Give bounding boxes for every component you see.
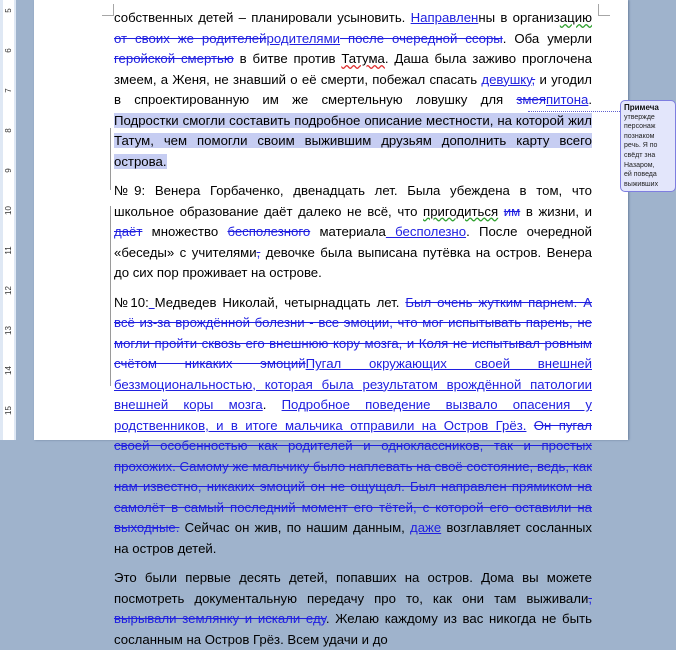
text-run: . Оба умерли <box>502 30 592 46</box>
text-run: №10: <box>114 294 149 310</box>
inserted-text: даже <box>410 520 442 535</box>
text-run: . Желаю каждому из вас никогда не быть сосланным на Остров Грёз. Всем удачи и до <box>114 611 592 647</box>
text-run: возглавляет сосланных на остров детей. <box>114 520 592 556</box>
text-run: множество <box>142 224 228 239</box>
deleted-text: геройской смертью <box>114 51 234 66</box>
grammar-flag: ацию <box>559 10 592 25</box>
deleted-text: Он пугал своей особенностью как родителей и одноклассников, так и простых прохожих. Самому же мальчику было наплевать на своё состояние, ведь, как нам известно, никаких эмоций он не ощущал. Был направлен прямиком на самолёт в самый последний момент его тётей, с которой его оставили на выходные. <box>114 417 592 535</box>
grammar-flag: пригодиться <box>423 203 499 219</box>
inserted-text: родителями <box>266 30 340 46</box>
deleted-text: им <box>503 203 521 219</box>
text-run: Это были первые десять детей, попавших на остров. Дома вы можете посмотреть документальную передачу про то, как они там выживали <box>114 570 592 606</box>
ruler-number: 9 <box>4 168 13 173</box>
crop-mark <box>598 4 610 16</box>
ruler-number: 14 <box>4 366 13 375</box>
deleted-text: вырывали землянку и искали еду <box>114 611 326 626</box>
inserted-text: питона <box>545 92 589 107</box>
text-run: материала <box>310 224 386 239</box>
vertical-ruler[interactable] <box>0 0 17 440</box>
text-run <box>526 418 533 433</box>
deleted-text: , <box>588 590 592 606</box>
ruler-number: 5 <box>4 8 13 13</box>
text-run: . <box>588 92 592 107</box>
deleted-text: , <box>256 244 261 260</box>
comment-title: Примеча <box>624 103 659 112</box>
ruler-number: 11 <box>4 246 13 255</box>
deleted-text: бесполезного <box>227 224 311 239</box>
text-run: ны в организ <box>478 10 560 25</box>
document-text[interactable] <box>114 8 592 650</box>
comment-line: познаком <box>624 132 655 140</box>
comment-line: речь. Я по <box>624 142 658 150</box>
text-run: . Даша была заживо проглочена змеем, а Женя, не знавший о её смерти, побежал спасать <box>114 51 593 87</box>
crop-mark <box>102 4 114 16</box>
text-run: девочке была выписана путёвка на остров. Венера до сих пор проживает на острове. <box>114 244 592 280</box>
text-run: Медведев Николай, четырнадцать лет. <box>154 294 406 310</box>
comment-line: свёдт зна <box>624 151 656 159</box>
text-run: . <box>262 397 282 412</box>
paragraph-4 <box>114 568 592 650</box>
paragraph-2 <box>114 181 592 284</box>
ruler-number: 15 <box>4 406 13 415</box>
deleted-text: Был очень жутким парнем. А всё из-за врождённой болезни - все эмоции, что мог испытывать парень, не могли пройти сквозь его внешнюю кору мозга, и Коля не испытывал ровным счётом никаких эмоций <box>114 294 592 371</box>
text-run: в жизни, и <box>520 203 592 219</box>
inserted-text: Пугал окружающих своей внешней беззмоциональностью, которая была результатом врождённой патологии внешней коры мозга <box>114 356 592 412</box>
text-run: . После очередной «беседы» с учителями <box>114 224 592 260</box>
text-run: собственных детей – планировали усыновить. <box>114 10 411 25</box>
comment-balloon[interactable] <box>620 100 676 192</box>
ruler-number: 13 <box>4 326 13 335</box>
inserted-text: Направлен <box>410 10 479 25</box>
deleted-text: змея <box>516 92 546 107</box>
paragraph-3 <box>114 293 592 560</box>
comment-line: утвержде <box>624 113 655 121</box>
comment-line: ей поведа <box>624 171 657 179</box>
ruler-number: 10 <box>4 206 13 215</box>
inserted-text: бесполезно <box>385 224 467 239</box>
deleted-text: , <box>531 71 536 87</box>
inserted-text: Подробное поведение вызвало опасения у родственников, и в итоге мальчика отправили на Остров Грёз. <box>114 397 593 433</box>
spelling-flag: Татума <box>341 51 385 66</box>
comment-line: персонаж <box>624 123 656 131</box>
text-run: Сейчас он жив, по нашим данным, <box>179 520 411 535</box>
commented-text[interactable]: Подростки смогли составить подробное описание местности, на которой жил Татум, чем помогли своим выжившим друзьям дополнить карту всего острова. <box>114 112 592 169</box>
text-run: в битве против <box>233 51 342 66</box>
text-run: и угодил в спроектированную им же смертельную ловушку для <box>114 71 593 107</box>
text-run: №9: Венера Горбаченко, двенадцать лет. Была убеждена в том, что школьное образование даёт далеко не всё, что <box>114 183 592 219</box>
comment-connector-line <box>528 111 620 112</box>
comment-line: выживших <box>624 180 659 188</box>
ruler-number: 12 <box>4 286 13 295</box>
change-bar <box>110 128 111 190</box>
ruler-number: 8 <box>4 128 13 133</box>
deleted-text: от своих же родителей <box>114 30 267 46</box>
ruler-number: 7 <box>4 88 13 93</box>
ruler-number: 6 <box>4 48 13 53</box>
inserted-text: девушку <box>481 71 532 87</box>
deleted-text: после очередной ссоры <box>340 30 503 46</box>
comment-line: Назаром, <box>624 161 655 169</box>
change-bar <box>110 206 111 386</box>
paragraph-1 <box>114 8 592 172</box>
deleted-text: даёт <box>114 224 143 239</box>
